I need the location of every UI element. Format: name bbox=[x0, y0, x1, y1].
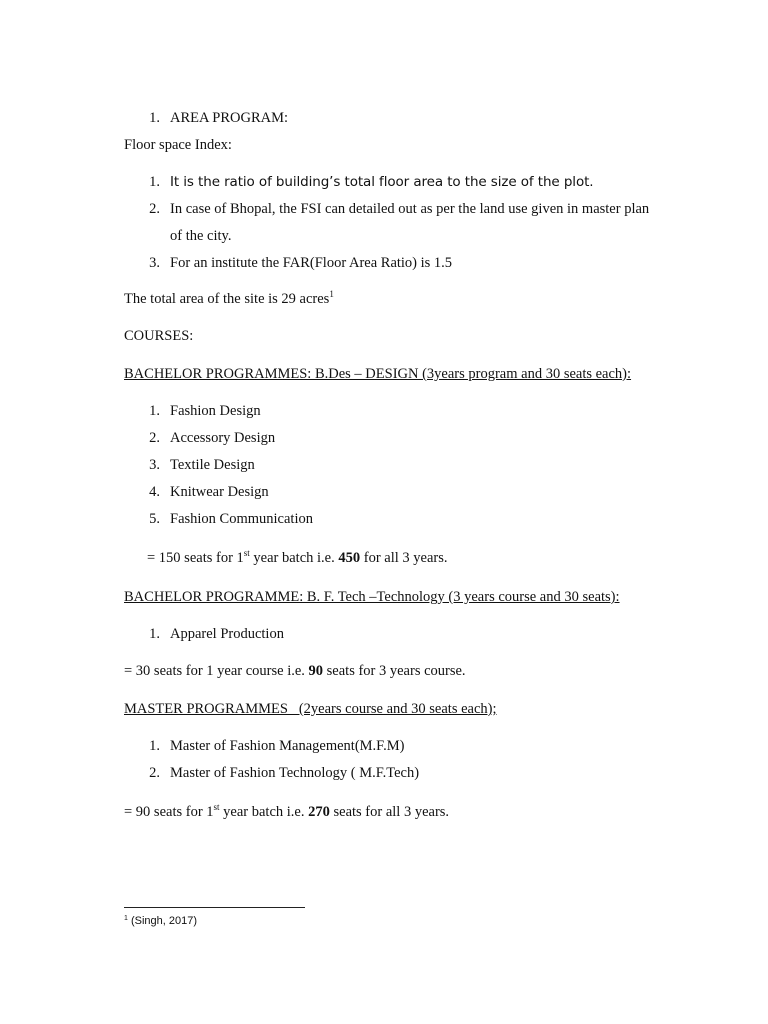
bdes-heading: BACHELOR PROGRAMMES: B.Des – DESIGN (3years program and 30 seats each): bbox=[124, 366, 632, 382]
bdes-seat-summary bbox=[147, 549, 448, 567]
list-number: 5. bbox=[149, 511, 160, 527]
seat-total: 450 bbox=[338, 550, 361, 566]
fsi-point-text: It is the ratio of building’s total floor area to the size of the plot. bbox=[170, 174, 594, 190]
course-item: Fashion Communication bbox=[170, 511, 313, 527]
course-item: Knitwear Design bbox=[170, 484, 269, 500]
list-number: 3. bbox=[149, 457, 160, 473]
list-number: 3. bbox=[149, 255, 160, 271]
fsi-point-text: In case of Bhopal, the FSI can detailed out as per the land use given in master plan bbox=[170, 201, 650, 217]
summary-text: = 30 seats for 1 year course i.e. bbox=[124, 663, 309, 679]
footnote-marker: 1 bbox=[124, 915, 128, 922]
course-item: Master of Fashion Technology ( M.F.Tech) bbox=[170, 765, 420, 781]
list-number: 1. bbox=[149, 403, 160, 419]
fsi-label: Floor space Index: bbox=[124, 137, 232, 153]
masters-seat-summary bbox=[124, 803, 449, 821]
list-number: 1. bbox=[149, 738, 160, 754]
masters-heading: MASTER PROGRAMMES (2years course and 30 seats each); bbox=[124, 701, 497, 717]
summary-text: year batch i.e. bbox=[249, 550, 339, 566]
footnote bbox=[124, 915, 197, 927]
total-area-text: The total area of the site is 29 acres bbox=[124, 291, 330, 307]
course-item: Master of Fashion Management(M.F.M) bbox=[170, 738, 405, 754]
summary-text: = 90 seats for 1 bbox=[124, 804, 214, 820]
ordinal-suffix: st bbox=[243, 548, 250, 558]
course-item: Fashion Design bbox=[170, 403, 261, 419]
fsi-point-continuation: of the city. bbox=[170, 228, 232, 244]
course-item: Apparel Production bbox=[170, 626, 284, 642]
fsi-point-text: For an institute the FAR(Floor Area Ratio) is 1.5 bbox=[170, 255, 453, 271]
summary-text: year batch i.e. bbox=[219, 804, 309, 820]
footnote-divider bbox=[124, 907, 305, 908]
course-item: Accessory Design bbox=[170, 430, 276, 446]
list-number: 1. bbox=[149, 110, 160, 126]
summary-text: = 150 seats for 1 bbox=[147, 550, 244, 566]
list-number: 2. bbox=[149, 430, 160, 446]
list-number: 1. bbox=[149, 626, 160, 642]
seat-total: 90 bbox=[308, 663, 324, 679]
summary-text: seats for all 3 years. bbox=[329, 804, 450, 820]
list-number: 1. bbox=[149, 174, 160, 190]
list-number: 2. bbox=[149, 201, 160, 217]
footnote-text: (Singh, 2017) bbox=[127, 915, 198, 927]
footnote-reference: 1 bbox=[329, 289, 334, 299]
bftech-heading: BACHELOR PROGRAMME: B. F. Tech –Technology (3 years course and 30 seats): bbox=[124, 589, 620, 605]
list-number: 2. bbox=[149, 765, 160, 781]
course-item: Textile Design bbox=[170, 457, 255, 473]
summary-text: seats for 3 years course. bbox=[323, 663, 466, 679]
courses-heading: COURSES: bbox=[124, 328, 194, 344]
bftech-seat-summary bbox=[124, 662, 466, 680]
seat-total: 270 bbox=[308, 804, 330, 820]
list-number: 4. bbox=[149, 484, 160, 500]
summary-text: for all 3 years. bbox=[360, 550, 448, 566]
ordinal-suffix: st bbox=[213, 802, 220, 812]
total-area-line bbox=[124, 290, 334, 308]
section-heading-area-program: AREA PROGRAM: bbox=[170, 110, 289, 126]
